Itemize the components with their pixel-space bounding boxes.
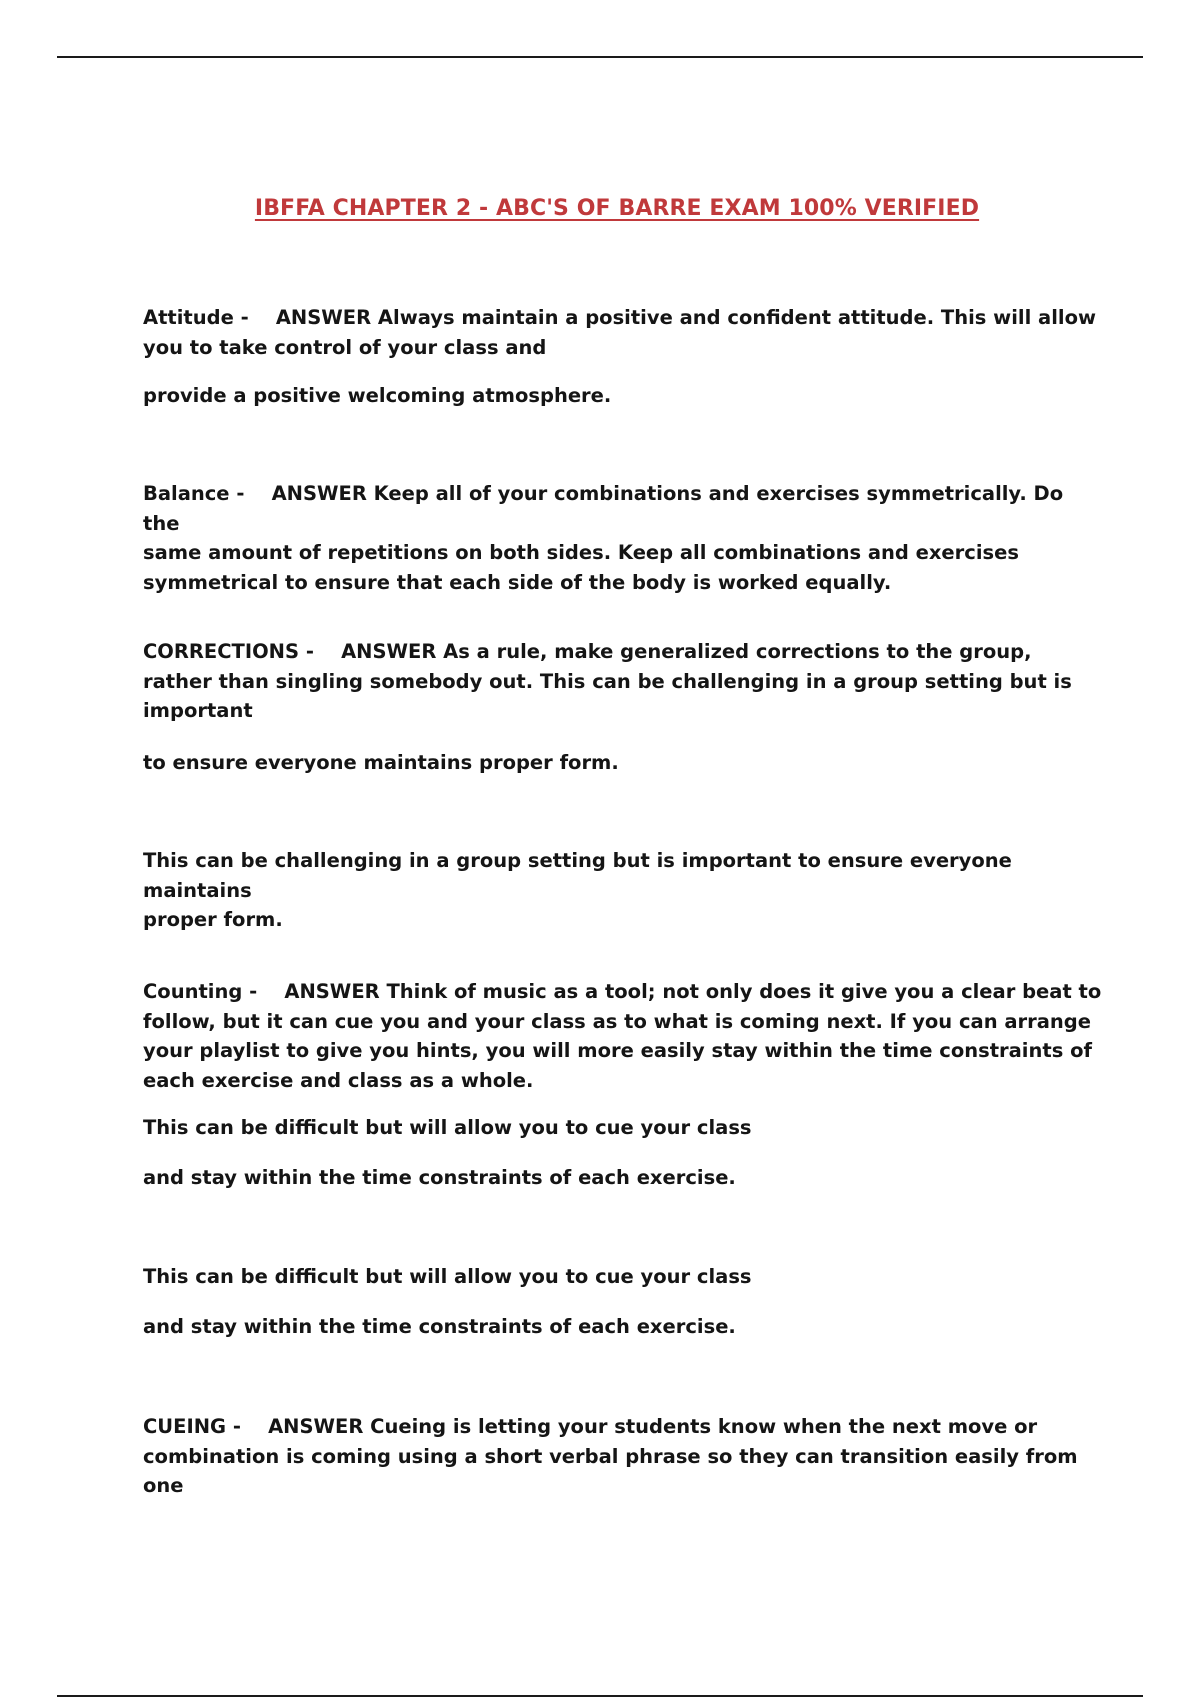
paragraph-attitude: Attitude - ANSWER Always maintain a positive and confident attitude. This will allow you to take control of your class and xyxy=(143,306,1096,359)
paragraph-corrections-continued: to ensure everyone maintains proper form. xyxy=(143,751,619,774)
paragraph-counting-note-1: This can be difficult but will allow you to cue your class xyxy=(143,1116,752,1139)
paragraph-counting-note-2: and stay within the time constraints of each exercise. xyxy=(143,1166,736,1189)
paragraph-counting-repeat-2: and stay within the time constraints of each exercise. xyxy=(143,1315,736,1338)
paragraph-corrections-repeat: This can be challenging in a group setting but is important to ensure everyone maintains proper form. xyxy=(143,849,1012,931)
paragraph-balance: Balance - ANSWER Keep all of your combinations and exercises symmetrically. Do the same amount of repetitions on both sides. Keep all combinations and exercises symmetrical to ensure that each side of the body is worked equally. xyxy=(143,482,1064,594)
document-title xyxy=(0,196,1200,221)
paragraph-counting: Counting - ANSWER Think of music as a tool; not only does it give you a clear beat to follow, but it can cue you and your class as to what is coming next. If you can arrange your playlist to give you hints, you will more easily stay within the time constraints of each exercise and class as a whole. xyxy=(143,980,1102,1092)
paragraph-counting-repeat-1: This can be difficult but will allow you to cue your class xyxy=(143,1265,752,1288)
bottom-rule xyxy=(57,1695,1143,1697)
top-rule xyxy=(57,56,1143,58)
document-title-text: IBFFA CHAPTER 2 - ABC'S OF BARRE EXAM 100% VERIFIED xyxy=(254,196,980,221)
paragraph-cueing: CUEING - ANSWER Cueing is letting your students know when the next move or combination is coming using a short verbal phrase so they can transition easily from one xyxy=(143,1415,1078,1497)
paragraph-corrections: CORRECTIONS - ANSWER As a rule, make generalized corrections to the group, rather than singling somebody out. This can be challenging in a group setting but is important xyxy=(143,640,1072,722)
paragraph-attitude-continued: provide a positive welcoming atmosphere. xyxy=(143,384,612,407)
